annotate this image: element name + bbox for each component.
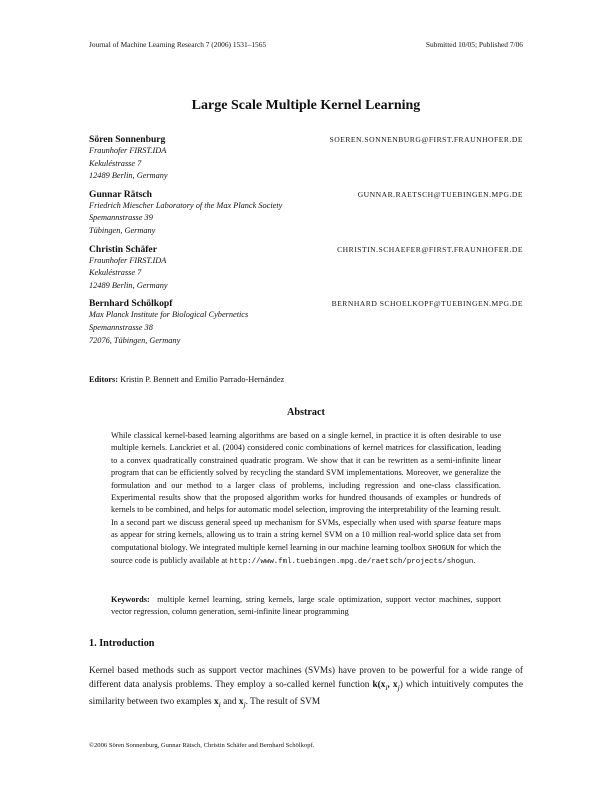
abstract-end: . <box>473 556 476 566</box>
abstract-part-3: for which the source code is publicly available at <box>111 542 501 566</box>
abstract-text <box>111 430 501 568</box>
author-email: BERNHARD SCHOELKOPF@TUEBINGEN.MPG.DE <box>331 299 523 309</box>
intro-paragraph <box>89 664 523 712</box>
author-address: Spemannstrasse 39 <box>89 213 153 223</box>
abstract-part-1: While classical kernel-based learning algorithms are based on a single kernel, in practice it is often desirable to use multiple kernels. Lanckriet et al. (2004) considered conic combinations of kernel matrices for classification, leading to a convex quadratically constrained quadratic program. We show that it can be rewritten as a semi-infinite linear program that can be efficiently solved by recycling the standard SVM implementations. Moreover, we generalize the formulation and our method to a larger class of problems, including regression and one-class classification. Experimental results show that the proposed algorithm works for hundred thousands of examples or hundreds of kernels to be combined, and helps for automatic model selection, improving the interpretability of the learning result. In a second part we discuss general speed up mechanism for SVMs, especially when used with <box>111 431 501 527</box>
author-email: CHRISTIN.SCHAEFER@FIRST.FRAUNHOFER.DE <box>337 244 523 254</box>
editors-names: Kristin P. Bennett and Emilio Parrado-Hernández <box>120 375 285 384</box>
copyright-footer: ©2006 Sören Sonnenburg, Gunnar Rätsch, Christin Schäfer and Bernhard Schölkopf. <box>89 742 315 749</box>
intro-part-2: which intuitively computes the similarity between two examples <box>89 680 523 707</box>
abstract-sparse: sparse <box>433 517 456 527</box>
intro-part-1: Kernel based methods such as support vector machines (SVMs) have proven to be powerful for a wide range of different data analysis problems. They employ a so-called kernel function <box>89 666 523 690</box>
editors-line <box>89 375 284 384</box>
author-block <box>89 134 523 183</box>
abstract-part-2: feature maps as appear for string kernels, allowing us to train a string kernel SVM on a 10 million real-world splice data set from computational biology. We integrated multiple kernel learning in our machine learning toolbox <box>111 517 501 552</box>
abstract-heading: Abstract <box>287 407 325 418</box>
author-name: Christin Schäfer <box>89 243 157 255</box>
author-name: Bernhard Schölkopf <box>89 298 173 310</box>
author-address: Kekuléstrasse 7 <box>89 158 142 168</box>
author-name: Sören Sonnenburg <box>89 134 166 145</box>
author-email: GUNNAR.RAETSCH@TUEBINGEN.MPG.DE <box>357 189 523 199</box>
author-city: Tübingen, Germany <box>89 225 156 235</box>
author-block <box>89 189 523 238</box>
author-block <box>89 298 523 347</box>
kernel-function: k(x <box>372 680 386 690</box>
author-affiliation: Friedrich Miescher Laboratory of the Max Planck Society <box>89 200 283 210</box>
author-address: Kekuléstrasse 7 <box>89 268 142 278</box>
author-city: 12489 Berlin, Germany <box>89 280 168 290</box>
submission-dates: Submitted 10/05; Published 7/06 <box>425 40 523 49</box>
example-xj-sub: j <box>243 699 246 709</box>
toolbox-name: SHOGUN <box>428 544 455 553</box>
author-affiliation: Fraunhofer FIRST.IDA <box>89 255 167 265</box>
editors-label: Editors: <box>89 375 119 384</box>
kernel-sub-j: j <box>397 682 400 692</box>
section-heading: 1. Introduction <box>89 638 155 649</box>
intro-and: and <box>220 696 239 707</box>
author-address: Spemannstrasse 38 <box>89 322 153 332</box>
paper-title: Large Scale Multiple Kernel Learning <box>191 98 421 113</box>
author-name: Gunnar Rätsch <box>89 188 152 200</box>
author-affiliation: Fraunhofer FIRST.IDA <box>89 146 167 155</box>
kernel-close: ) <box>399 680 403 690</box>
example-xi-sub: i <box>218 699 221 709</box>
example-xj: x <box>238 696 244 707</box>
author-city: 12489 Berlin, Germany <box>89 171 168 181</box>
kernel-sub-i: i <box>385 682 388 692</box>
running-header <box>89 40 523 49</box>
keywords-text: multiple kernel learning, string kernels, large scale optimization, support vector machines, support vector regression, column generation, semi-infinite linear programming <box>111 595 501 616</box>
author-city: 72076, Tübingen, Germany <box>89 335 181 345</box>
author-affiliation: Max Planck Institute for Biological Cybernetics <box>89 310 249 320</box>
keywords-line <box>111 594 501 618</box>
author-email: SOEREN.SONNENBURG@FIRST.FRAUNHOFER.DE <box>329 135 523 144</box>
example-xi: x <box>213 696 219 707</box>
source-url: http://www.fml.tuebingen.mpg.de/raetsch/projects/shogun <box>229 558 474 567</box>
keywords-label: Keywords: <box>111 595 150 604</box>
author-list <box>89 134 523 353</box>
author-block <box>89 244 523 293</box>
journal-citation: Journal of Machine Learning Research 7 (2006) 1531–1565 <box>89 40 267 49</box>
intro-part-3: . The result of SVM <box>245 696 321 707</box>
kernel-sep: , x <box>387 680 398 690</box>
